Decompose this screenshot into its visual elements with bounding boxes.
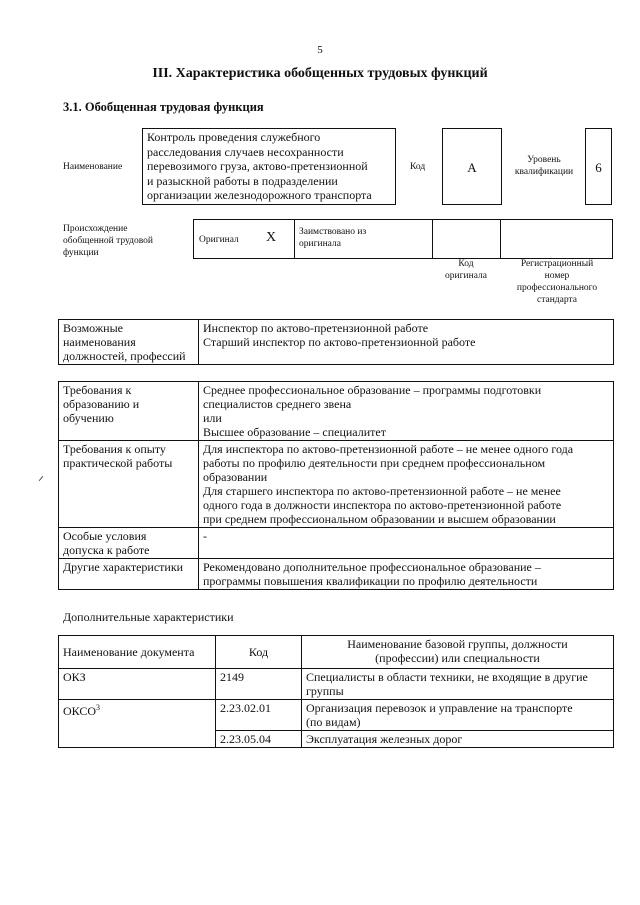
other-characteristics-label	[59, 559, 199, 590]
page-number: 5	[317, 44, 323, 56]
reg-number-caption-line: номер	[544, 271, 570, 281]
doc-cell	[59, 700, 216, 748]
table-row	[59, 382, 614, 441]
name-label: Наименование	[63, 162, 123, 172]
level-value-box	[585, 128, 612, 205]
borrowed-label-line: Заимствовано из	[299, 227, 367, 237]
special-conditions-label	[59, 528, 199, 559]
name-cell-line: группы	[306, 684, 344, 698]
origin-label	[63, 223, 153, 259]
function-name-line: и разыскной работы в подразделении	[147, 173, 338, 188]
code-value-box	[442, 128, 502, 205]
code-cell: 2.23.02.01	[216, 700, 302, 731]
margin-mark	[39, 476, 44, 481]
education-label-line: образованию и	[63, 397, 140, 411]
requirements-table	[58, 381, 614, 590]
code-original-caption-line: Код	[458, 259, 474, 269]
education-label	[59, 382, 199, 441]
positions-label-line: должностей, профессий	[63, 349, 186, 363]
name-cell	[302, 669, 614, 700]
table-row	[59, 700, 614, 731]
level-label-line: Уровень	[527, 155, 561, 165]
origin-label-line: функции	[63, 248, 99, 258]
additional-title: Дополнительные характеристики	[63, 610, 234, 624]
other-characteristics-label-line: Другие характеристики	[63, 560, 184, 574]
header-code: Код	[216, 636, 302, 669]
other-characteristics-value	[199, 559, 614, 590]
positions-table	[58, 319, 614, 365]
reg-number-caption	[500, 258, 614, 306]
function-name-line: перевозимого груза, актово-претензионной	[147, 159, 368, 173]
name-cell-line: Специалисты в области техники, не входящие в другие	[306, 670, 588, 684]
education-line: Высшее образование – специалитет	[203, 425, 386, 439]
special-conditions-value	[199, 528, 614, 559]
table-header-row	[59, 636, 614, 669]
position-title: Инспектор по актово-претензионной работе	[203, 321, 429, 335]
other-characteristics-line: Рекомендовано дополнительное профессиональное образование –	[203, 560, 541, 574]
table-row	[59, 528, 614, 559]
experience-line: Для инспектора по актово-претензионной работе – не менее одного года	[203, 442, 574, 456]
special-conditions-label-line: допуска к работе	[63, 543, 150, 557]
header-name-line: Наименование базовой группы, должности	[347, 637, 568, 651]
code-original-caption	[432, 258, 500, 282]
header-name	[302, 636, 614, 669]
header-name-line: (профессии) или специальности	[375, 651, 540, 665]
name-cell-line: Организация перевозок и управление на транспорте	[306, 701, 573, 715]
positions-label	[59, 320, 199, 365]
reg-number-caption-line: профессионального	[516, 283, 598, 293]
reg-number-caption-line: стандарта	[537, 295, 577, 305]
origin-label-line: обобщенной трудовой	[63, 236, 153, 246]
name-cell-line: (по видам)	[306, 715, 361, 729]
reg-number-caption-line: Регистрационный	[520, 259, 594, 269]
table-row	[59, 669, 614, 700]
education-value	[199, 382, 614, 441]
positions-value	[199, 320, 614, 365]
function-name-line: расследования случаев несохранности	[147, 144, 344, 159]
position-title: Старший инспектор по актово-претензионной работе	[203, 335, 476, 349]
additional-table	[58, 635, 614, 748]
other-characteristics-line: программы повышения квалификации по профилю деятельности	[203, 574, 538, 588]
function-name-line: Контроль проведения служебного	[147, 130, 321, 144]
code-cell: 2.23.05.04	[216, 731, 302, 748]
code-value: А	[467, 160, 477, 175]
original-mark: Х	[266, 230, 277, 245]
table-row	[59, 559, 614, 590]
education-label-line: Требования к	[63, 383, 132, 397]
doc-cell: ОКЗ	[59, 669, 216, 700]
positions-label-line: наименования	[63, 335, 136, 349]
code-label: Код	[410, 162, 426, 172]
experience-line: одного года в должности инспектора по актово-претензионной работе	[203, 498, 562, 512]
special-conditions-line: -	[203, 529, 207, 543]
name-cell	[302, 700, 614, 731]
function-name-box	[142, 128, 396, 205]
origin-label-line: Происхождение	[63, 224, 128, 234]
special-conditions-label-line: Особые условия	[63, 529, 147, 543]
experience-value	[199, 441, 614, 528]
education-line: Среднее профессиональное образование – программы подготовки	[203, 383, 542, 397]
code-cell: 2149	[216, 669, 302, 700]
level-value: 6	[595, 160, 602, 175]
experience-line: Для старшего инспектора по актово-претензионной работе – не менее	[203, 484, 561, 498]
level-label-line: квалификации	[514, 167, 574, 177]
original-label: Оригинал	[199, 235, 239, 245]
header-doc: Наименование документа	[59, 636, 216, 669]
borrowed-label-line: оригинала	[299, 239, 341, 249]
experience-line: образовании	[203, 470, 268, 484]
experience-label-line: практической работы	[63, 456, 173, 470]
section-title: III. Характеристика обобщенных трудовых функций	[152, 66, 488, 81]
table-row	[59, 441, 614, 528]
code-original-caption-line: оригинала	[445, 271, 487, 281]
footnote-mark: 3	[96, 703, 101, 712]
origin-table	[193, 219, 613, 259]
education-line: или	[203, 411, 222, 425]
name-cell-line: Эксплуатация железных дорог	[306, 732, 463, 746]
subsection-title: 3.1. Обобщенная трудовая функция	[63, 100, 264, 114]
name-cell	[302, 731, 614, 748]
level-label	[505, 154, 583, 178]
experience-label-line: Требования к опыту	[63, 442, 166, 456]
positions-label-line: Возможные	[63, 321, 123, 335]
borrowed-label	[299, 226, 366, 250]
function-name-line: организации железнодорожного транспорта	[147, 188, 372, 202]
doc-cell-text: ОКСО	[63, 704, 97, 718]
experience-line: при среднем профессиональном образовании и высшем образовании	[203, 512, 556, 526]
table-row	[59, 320, 614, 365]
experience-line: работы по профилю деятельности при среднем профессиональном	[203, 456, 546, 470]
education-label-line: обучению	[63, 411, 114, 425]
experience-label	[59, 441, 199, 528]
education-line: специалистов среднего звена	[203, 397, 352, 411]
